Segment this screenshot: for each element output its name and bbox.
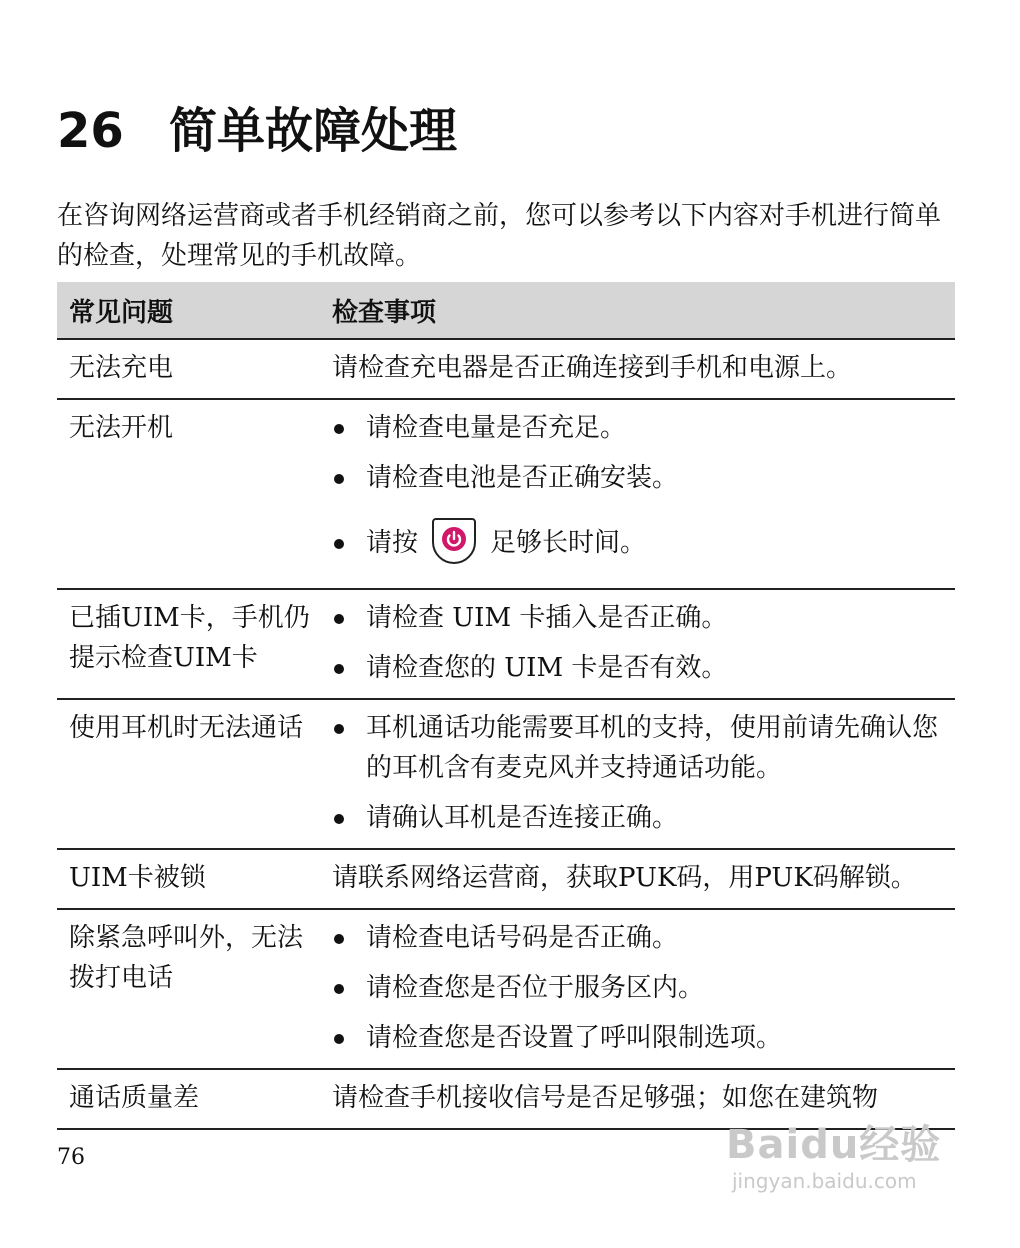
- problem-cell: 无法充电: [57, 339, 320, 399]
- table-row: [57, 589, 955, 699]
- table-row: [57, 849, 955, 909]
- baidu-watermark: [726, 1122, 976, 1202]
- check-list: [332, 708, 943, 838]
- watermark-url: jingyan.baidu.com: [732, 1169, 917, 1193]
- intro-paragraph: 在咨询网络运营商或者手机经销商之前，您可以参考以下内容对手机进行简单的检查，处理常见的手机故障。: [57, 201, 942, 271]
- chapter-heading: 简单故障处理: [169, 103, 458, 159]
- troubleshooting-table: [57, 282, 955, 1130]
- check-cell: 请检查手机接收信号是否足够强；如您在建筑物: [320, 1069, 955, 1129]
- table-row: [57, 909, 955, 1069]
- problem-cell: UIM卡被锁: [57, 849, 320, 909]
- check-item: 请检查电话号码是否正确。: [332, 918, 943, 958]
- check-item: [332, 508, 943, 578]
- problem-cell: 无法开机: [57, 399, 320, 589]
- check-cell: [320, 699, 955, 849]
- check-item: 请检查您是否设置了呼叫限制选项。: [332, 1018, 943, 1058]
- check-list: [332, 918, 943, 1058]
- problem-cell: 已插UIM卡，手机仍提示检查UIM卡: [57, 589, 320, 699]
- power-symbol: [440, 525, 468, 553]
- check-cell: [320, 909, 955, 1069]
- check-item-text: 足够长时间。: [490, 528, 647, 558]
- chapter-title: [57, 96, 457, 166]
- table-header-row: [57, 282, 955, 339]
- problem-cell: 使用耳机时无法通话: [57, 699, 320, 849]
- check-cell: 请联系网络运营商，获取PUK码，用PUK码解锁。: [320, 849, 955, 909]
- check-item-text: 请按: [366, 528, 419, 558]
- check-list: [332, 408, 943, 578]
- problem-cell: 除紧急呼叫外，无法拨打电话: [57, 909, 320, 1069]
- check-cell: 请检查充电器是否正确连接到手机和电源上。: [320, 339, 955, 399]
- power-key-icon: [432, 518, 476, 564]
- check-item: 请检查您是否位于服务区内。: [332, 968, 943, 1008]
- check-item: 请检查电量是否充足。: [332, 408, 943, 448]
- check-item: 请检查您的 UIM 卡是否有效。: [332, 648, 943, 688]
- table-row: [57, 339, 955, 399]
- page-number: 76: [57, 1145, 85, 1170]
- check-cell: [320, 589, 955, 699]
- check-list: [332, 598, 943, 688]
- check-item: 请检查电池是否正确安装。: [332, 458, 943, 498]
- table-row: [57, 399, 955, 589]
- check-item: 耳机通话功能需要耳机的支持，使用前请先确认您的耳机含有麦克风并支持通话功能。: [332, 708, 943, 788]
- check-item: 请检查 UIM 卡插入是否正确。: [332, 598, 943, 638]
- table-row: [57, 699, 955, 849]
- watermark-logo: Baidu经验: [726, 1122, 942, 1168]
- chapter-number: 26: [57, 103, 124, 159]
- check-item: 请确认耳机是否连接正确。: [332, 798, 943, 838]
- header-check: 检查事项: [320, 282, 955, 339]
- check-cell: [320, 399, 955, 589]
- table-row: [57, 1069, 955, 1129]
- header-problem: 常见问题: [57, 282, 320, 339]
- problem-cell: 通话质量差: [57, 1069, 320, 1129]
